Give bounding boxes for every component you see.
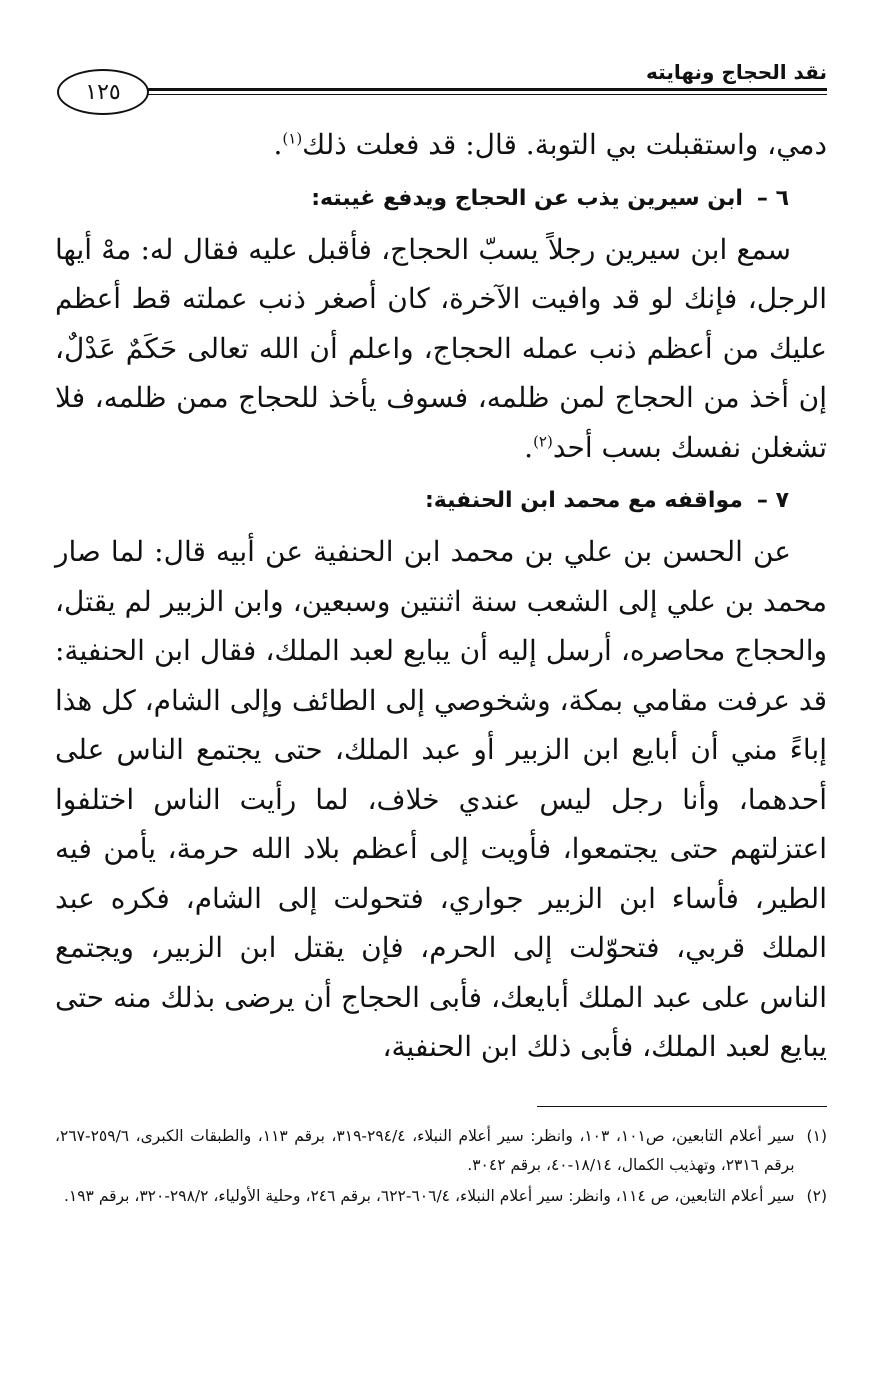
page-number-oval (57, 69, 149, 115)
main-text (55, 120, 827, 1072)
section-title: ابن سيرين يذب عن الحجاج ويدفع غيبته: (311, 185, 743, 211)
paragraph-end: . (524, 430, 534, 464)
running-header-title: نقد الحجاج ونهايته (646, 60, 827, 84)
section-title: مواقفه مع محمد ابن الحنفية: (424, 488, 743, 513)
section-number: ٧ – (756, 488, 789, 513)
paragraph-end: . (273, 128, 283, 161)
footnote-2 (55, 1182, 827, 1211)
section-heading-6 (55, 174, 827, 223)
paragraph-text: سمع ابن سيرين رجلاً يسبّ الحجاج، فأقبل عليه فقال له: مهْ أيها الرجل، فإنك لو قد وافيت الآخرة، كان أصغر ذنب عملته قط أعظم عليك من أعظم ذنب عمله الحجاج، واعلم أن الله تعالى حَكَمٌ عَدْلٌ، إن أخذ من الحجاج لمن ظلمه، فسوف يأخذ للحجاج ممن ظلمه، فلا تشغلن نفسك بسب أحد (55, 232, 827, 464)
section-heading-7 (55, 476, 827, 525)
paragraph-text: دمي، واستقبلت بي التوبة. قال: قد فعلت ذلك (302, 128, 827, 161)
footnote-separator (537, 1106, 827, 1107)
footnotes (55, 1122, 827, 1213)
footnote-1 (55, 1122, 827, 1180)
header-rule-thin (148, 94, 827, 95)
footnote-mark: (١) (806, 1127, 827, 1145)
footnote-text: سير أعلام التابعين، ص١٠١، ١٠٣، وانظر: سير أعلام النبلاء، ٢٩٤/٤-٣١٩، برقم ١١٣، والطبقات الكبرى، ٢٥٩/٦-٢٦٧، برقم ٢٣١٦، وتهذيب الكمال، ١٨/١٤-٤٠، برقم ٣٠٤٢. (55, 1127, 795, 1174)
footnote-ref-2[interactable]: (٢) (533, 432, 553, 451)
footnote-ref-1[interactable]: (١) (282, 129, 303, 148)
paragraph-continuation (55, 120, 827, 170)
header-rule-thick (148, 88, 827, 91)
paragraph-ibn-al-hanafiyya: عن الحسن بن علي بن محمد ابن الحنفية عن أبيه قال: لما صار محمد بن علي إلى الشعب سنة اثنتين وسبعين، وابن الزبير لم يقتل، والحجاج محاصره، أرسل إليه أن يبايع لعبد الملك، فقال ابن الحنفية: قد عرفت مقامي بمكة، وشخوصي إلى الطائف وإلى الشام، كل هذا إباءً مني أن أبايع ابن الزبير أو عبد الملك، حتى يجتمع الناس على أحدهما، وأنا رجل ليس عندي خلاف، لما رأيت الناس اختلفوا اعتزلتهم حتى يجتمعوا، فأويت إلى أعظم بلاد الله حرمة، يأمن فيه الطير، فأساء ابن الزبير جواري، فتحولت إلى الشام، فكره عبد الملك قربي، فتحوّلت إلى الحرم، فإن يقتل ابن الزبير، ويجتمع الناس على عبد الملك أبايعك، فأبى الحجاج أن يرضى بذلك منه حتى يبايع لعبد الملك، فأبى ذلك ابن الحنفية، (55, 535, 827, 1063)
footnote-mark: (٢) (806, 1187, 827, 1205)
footnote-text: سير أعلام التابعين، ص ١١٤، وانظر: سير أعلام النبلاء، ٦٠٦/٤-٦٢٢، برقم ٢٤٦، وحلية الأولياء، ٢٩٨/٢-٣٢٠، برقم ١٩٣. (63, 1187, 795, 1205)
page-number: ١٢٥ (85, 79, 121, 105)
paragraph-ibn-sirin (55, 225, 827, 473)
section-number: ٦ – (756, 185, 789, 211)
